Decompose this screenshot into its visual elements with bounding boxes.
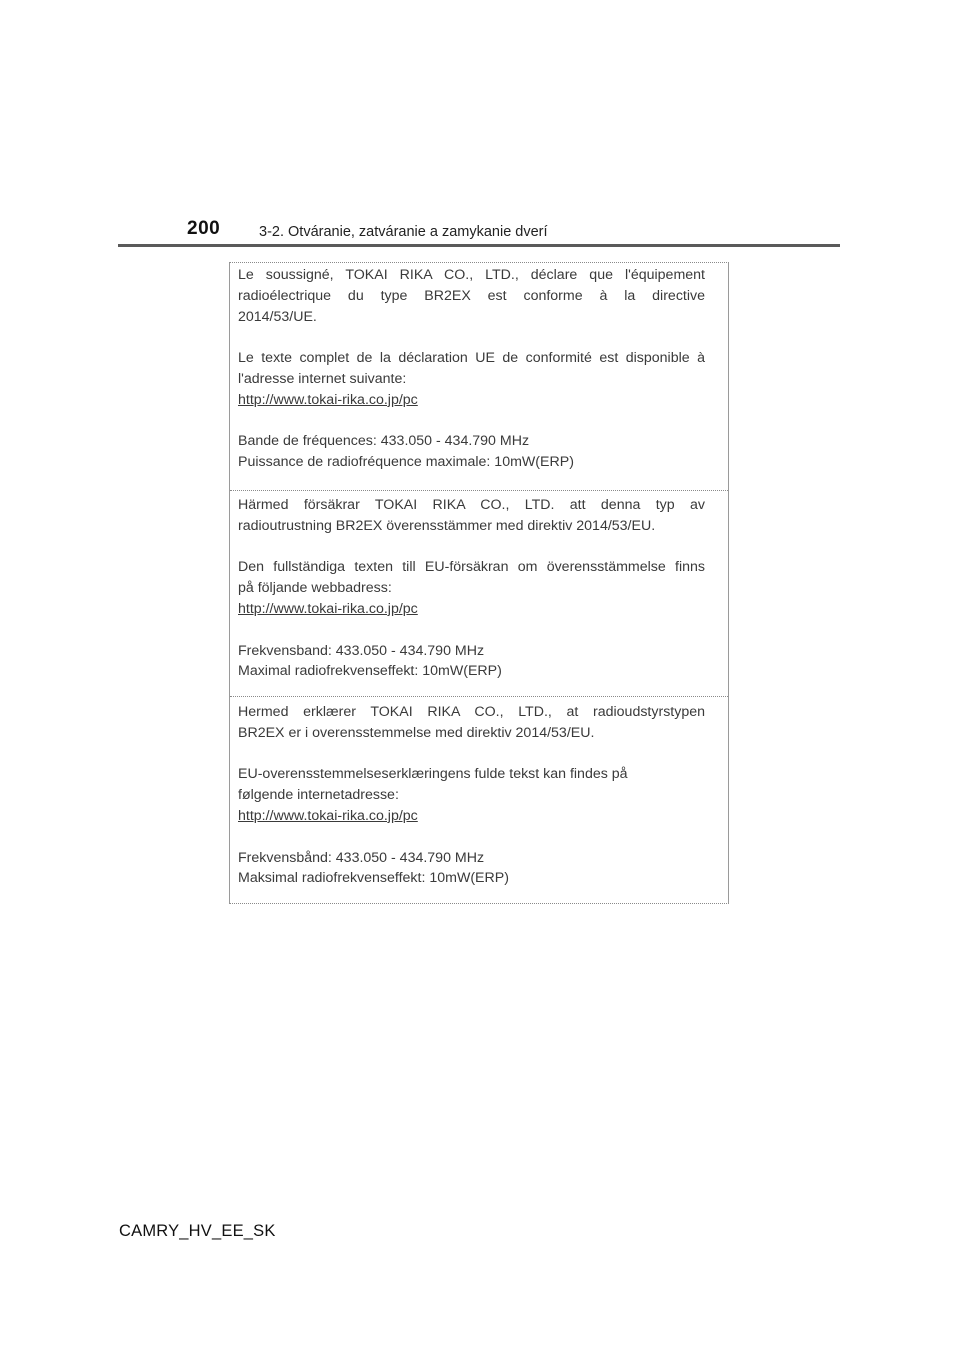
spec-line: Maximal radiofrekvenseffekt: 10mW(ERP) [238,663,502,680]
spec-line: Frekvensbånd: 433.050 - 434.790 MHz [238,849,485,866]
text-line: på följande webbadress: [238,580,392,597]
text-line: l'adresse internet suivante: [238,370,407,387]
declaration-swedish [238,495,705,682]
decl-line: Hermed erklærer TOKAI RIKA CO., LTD., at radioudstyrstypen [238,704,705,720]
decl-line: radioutrustning BR2EX överensstämmer med direktiv 2014/53/EU. [238,517,656,534]
page-number: 200 [187,218,221,239]
conformity-declarations-panel [229,262,729,904]
tokai-rika-link[interactable]: http://www.tokai-rika.co.jp/pc [238,600,418,617]
text-line: Le texte complet de la déclaration UE de conformité est disponible à [238,350,705,367]
decl-line: Härmed försäkrar TOKAI RIKA CO., LTD. att denna typ av [238,497,705,513]
section-divider [230,696,728,697]
declaration-danish [238,702,705,889]
tokai-rika-link[interactable]: http://www.tokai-rika.co.jp/pc [238,807,418,824]
section-title: 3-2. Otváranie, zatváranie a zamykanie dverí [259,224,548,240]
model-code: CAMRY_HV_EE_SK [119,1222,276,1240]
text-line: EU-overensstemmelseserklæringens fulde tekst kan findes på [238,766,628,783]
decl-line: BR2EX er i overensstemmelse med direktiv 2014/53/EU. [238,724,595,741]
spec-line: Frekvensband: 433.050 - 434.790 MHz [238,642,485,659]
decl-line: Le soussigné, TOKAI RIKA CO., LTD., déclare que l'équipement [238,267,705,283]
text-line: Den fullständiga texten till EU-försäkran om överensstämmelse finns [238,559,705,576]
tokai-rika-link[interactable]: http://www.tokai-rika.co.jp/pc [238,391,418,408]
header-rule [118,244,840,247]
decl-line: radioélectrique du type BR2EX est conforme à la directive [238,287,705,304]
text-line: følgende internetadresse: [238,787,399,804]
spec-line: Bande de fréquences: 433.050 - 434.790 MHz [238,433,530,450]
section-divider [230,490,728,491]
declaration-french [238,265,705,473]
spec-line: Maksimal radiofrekvenseffekt: 10mW(ERP) [238,870,509,887]
spec-line: Puissance de radiofréquence maximale: 10mW(ERP) [238,454,574,471]
decl-line: 2014/53/UE. [238,308,317,325]
